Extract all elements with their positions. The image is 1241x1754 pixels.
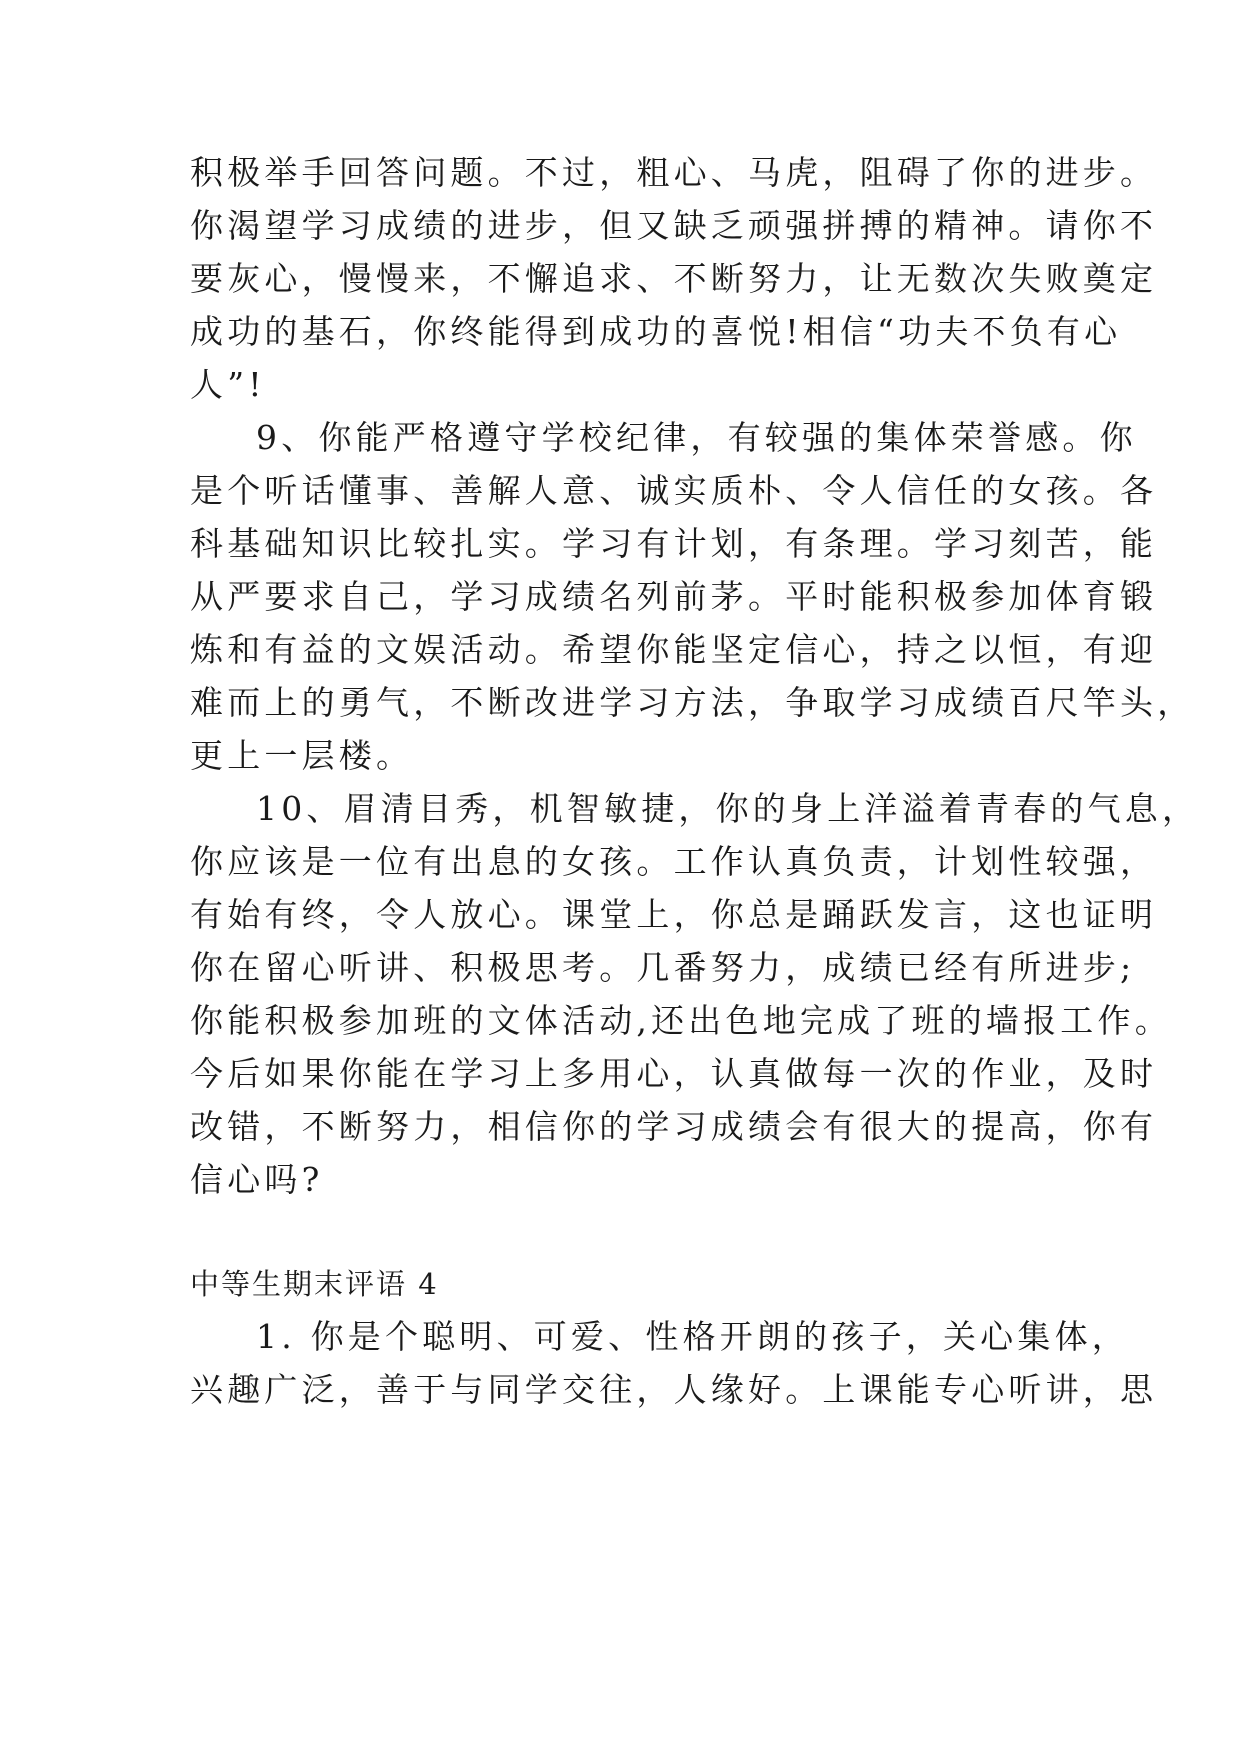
text-line: 你应该是一位有出息的女孩。工作认真负责，计划性较强，: [190, 842, 1158, 881]
text-line: 你能积极参加班的文体活动,还出色地完成了班的墙报工作。: [190, 1001, 1172, 1040]
text-line: 你在留心听讲、积极思考。几番努力，成绩已经有所进步;: [190, 948, 1136, 987]
text-line: 有始有终，令人放心。课堂上，你总是踊跃发言，这也证明: [190, 895, 1158, 934]
text-line: 积极举手回答问题。不过，粗心、马虎，阻碍了你的进步。: [190, 153, 1158, 192]
text-line: 9、你能严格遵守学校纪律，有较强的集体荣誉感。你: [256, 418, 1137, 457]
text-line: 改错，不断努力，相信你的学习成绩会有很大的提高，你有: [190, 1107, 1158, 1146]
text-line: 难而上的勇气，不断改进学习方法，争取学习成绩百尺竿头，: [190, 683, 1195, 722]
text-line: 要灰心，慢慢来，不懈追求、不断努力，让无数次失败奠定: [190, 259, 1158, 298]
text-line: 信心吗?: [190, 1160, 324, 1199]
text-line: 今后如果你能在学习上多用心，认真做每一次的作业，及时: [190, 1054, 1158, 1093]
text-line: 人”!: [190, 365, 266, 404]
text-line: 科基础知识比较扎实。学习有计划，有条理。学习刻苦，能: [190, 524, 1158, 563]
text-line: 从严要求自己，学习成绩名列前茅。平时能积极参加体育锻: [190, 577, 1158, 616]
text-line: 成功的基石，你终能得到成功的喜悦!相信“功夫不负有心: [190, 312, 1122, 351]
text-line: 你渴望学习成绩的进步，但又缺乏顽强拼搏的精神。请你不: [190, 206, 1158, 245]
text-line: 炼和有益的文娱活动。希望你能坚定信心，持之以恒，有迎: [190, 630, 1158, 669]
text-line: 1. 你是个聪明、可爱、性格开朗的孩子，关心集体，: [256, 1317, 1129, 1356]
section-heading: 中等生期末评语 4: [190, 1267, 439, 1301]
text-line: 10、眉清目秀，机智敏捷，你的身上洋溢着青春的气息，: [256, 789, 1200, 828]
text-line: 是个听话懂事、善解人意、诚实质朴、令人信任的女孩。各: [190, 471, 1158, 510]
text-line: 更上一层楼。: [190, 736, 414, 775]
text-line: 兴趣广泛，善于与同学交往，人缘好。上课能专心听讲，思: [190, 1370, 1158, 1409]
